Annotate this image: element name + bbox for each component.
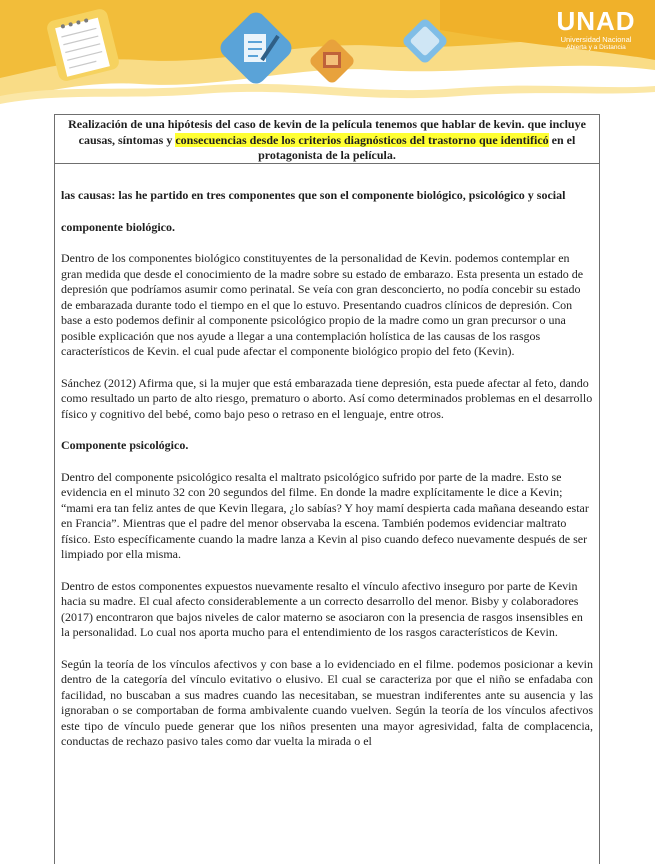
unad-logo: [555, 6, 637, 52]
logo-tagline-1: Universidad Nacional: [560, 35, 632, 44]
psych-paragraph-3: Según la teoría de los vínculos afectivos y con base a lo evidenciado en el filme. podemos posicionar a kevin dentro de la categoría del vínculo evitativo o elusivo. El cual se caracteriza por que el niño se enfadaba con facilidad, no buscaban a sus madres cuando las necesitaban, se muestran indiferentes ante su ausencia y las ignoraban o se comportaban de forma ambivalente cuando vuelven. Según la teoría de los vínculos afectivos este tipo de vínculo puede generar que los niños presenten una mayor agresividad, falta de complacencia, conductas de rechazo pasivo tales como dar vuelta la mirada o el: [61, 656, 593, 748]
psych-heading: Componente psicológico.: [61, 438, 189, 452]
title-part-1: Realización de una hipótesis del caso de kevin de la película tenemos que hablar de kevin. que incluye causas, síntomas y: [68, 117, 586, 147]
title-highlight: consecuencias desde los criterios diagnósticos del trastorno que identificó: [175, 132, 549, 147]
psych-paragraph-1: Dentro del componente psicológico resalta el maltrato psicológico sufrido por parte de la madre. Esto se evidencia en el minuto 32 con 20 segundos del filme. En donde la madre explícitamente le dice a Kevin; “mami era tan feliz antes de que Kevin llegara, ¿lo sabías? Y hoy mamí despierta cada mañana deseando estar en Francia”. Mientras que el padre del menor observaba la escena. También podemos evidenciar maltrato físico. Esto específicamente cuando la madre lanza a Kevin al piso cuando defeco nuevamente después de ser limpiado por ella misma.: [61, 469, 589, 561]
psych-paragraph-2: Dentro de estos componentes expuestos nuevamente resalto el vínculo afectivo inseguro por parte de Kevin hacia su madre. El cual afecto considerablemente a un correcto desarrollo del menor. Bisby y colaboradores (2017) encontraron que bajos niveles de calor materno se asociaron con la presencia de rasgos insensibles en la personalidad. Lo cual nos aporta mucho para el entendimiento de los rasgos característicos de Kevin.: [61, 578, 583, 639]
bio-paragraph-2: Sánchez (2012) Afirma que, si la mujer que está embarazada tiene depresión, esta puede afectar al feto, dando como resultado un parto de alto riesgo, prematuro o aborto. Así como determinados problemas en el desarrollo físico y cognitivo del bebé, como bajo peso o retraso en el lenguaje, entre otros.: [61, 375, 593, 421]
bio-paragraph-1: Dentro de los componentes biológico constituyentes de la personalidad de Kevin. podemos contemplar en gran medida que desde el conocimiento de la madre sobre su estado de embarazo. Esta presenta un estado de depresión que podríamos asumir como perinatal. Se veía con gran desconcierto, no podía concebir su estado de embarazada durante todo el tiempo en el que lo estuvo. Presentando cuadros clínicos de depresión. Con base a esto podemos definir al componente psicológico propio de la madre como un gran precursor o una posible explicación que nos ayude a llegar a una contemplación holística de las causas de los rasgos característicos de Kevin. el cual pude afectar el componente biológico propio del feto (Kevin).: [61, 251, 584, 358]
logo-mark: UNAD: [556, 6, 636, 36]
document-title: [54, 114, 600, 164]
causes-heading: las causas: las he partido en tres componentes que son el componente biológico, psicológico y social: [61, 188, 566, 202]
bio-heading: componente biológico.: [61, 219, 175, 234]
document-body: [54, 164, 600, 864]
logo-tagline-2: Abierta y a Distancia: [566, 44, 626, 51]
title-part-2: en el protagonista de la película.: [258, 132, 576, 162]
header-banner: [0, 0, 655, 118]
